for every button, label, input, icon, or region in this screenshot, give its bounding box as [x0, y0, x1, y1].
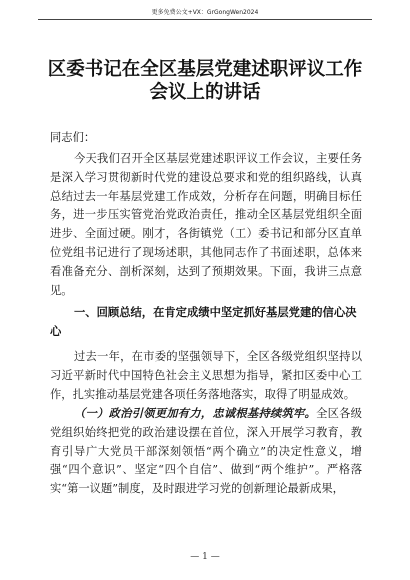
- section-heading: 一、回顾总结，在肯定成绩中坚定抓好基层党建的信心决心: [50, 306, 357, 338]
- page-number: — 1 —: [190, 552, 220, 562]
- salutation: 同志们：: [50, 131, 96, 144]
- paragraph-review: 过去一年，在市委的坚强领导下，全区各级党组织坚持以习近平新时代中国特色社会主义思想为指导，紧扣区委中心工作，扎实推动基层党建各项任务落地落实，取得了明显成效。: [50, 350, 362, 401]
- header-divider: [38, 19, 372, 20]
- subsection-heading: （一）政治引领更加有力，忠诚根基持续筑牢。: [74, 406, 317, 420]
- header-note: 更多免费公文+VX：GrGongWen2024: [151, 9, 259, 16]
- subsection-text: 全区各级党组织始终把党的政治建设摆在首位，深入开展学习教育，教育引导广大党员干部深刻领悟“两个确立”的决定性意义，增强“四个意识”、坚定“四个自信”、做到“两个维护”。严格落实“第一议题”制度，及时跟进学习党的创新理论最新成果，: [50, 407, 362, 496]
- paragraph-intro: 今天我们召开全区基层党建述职评议工作会议，主要任务是深入学习贯彻新时代党的建设总要求和党的组织路线，认真总结过去一年基层党建工作成效，分析存在问题，明确目标任务，进一步压实管党治党政治责任，推动全区基层党组织全面进步、全面过硬。刚才，各街镇党（工）委书记和部分区直单位党组书记进行了现场述职，其他同志作了书面述职，总体来看准备充分、剖析深刻，达到了预期效果。下面，我讲三点意见。: [50, 152, 362, 297]
- document-title: 区委书记在全区基层党建述职评议工作会议上的讲话: [47, 59, 363, 103]
- subsection-paragraph: [50, 404, 362, 499]
